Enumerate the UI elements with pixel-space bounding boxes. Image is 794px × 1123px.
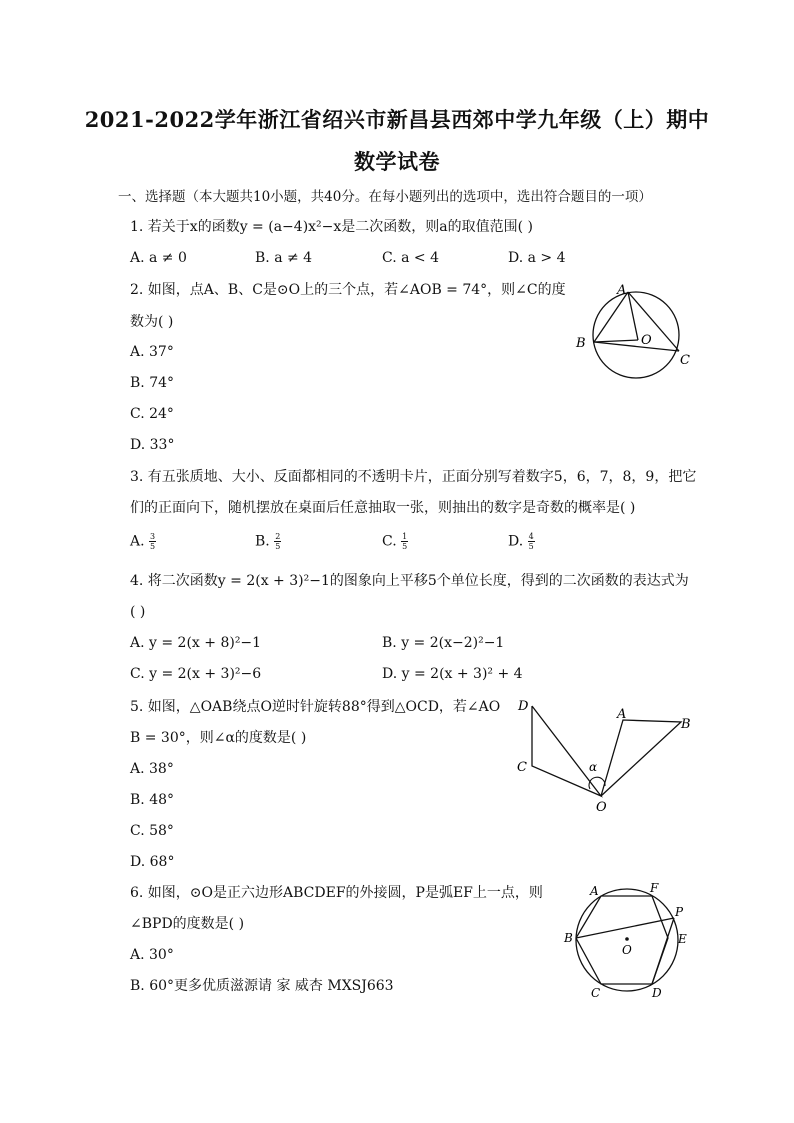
q2-option-d: D. 33° [130,437,175,453]
q4-option-c: C. y = 2(x + 3)²−6 [130,666,262,682]
section-heading: 一、选择题（本大题共10小题，共40分。在每小题列出的选项中，选出符合题目的一项） [118,189,652,205]
q5-option-c: C. 58° [130,823,174,839]
q5-label-o: O [596,800,607,814]
q5-option-d: D. 68° [130,854,175,870]
q2-circle-figure [570,280,710,390]
q3-option-c-numerator: 1 [402,532,408,541]
q6-center-dot [625,937,629,941]
exam-title-line1: 2021-2022学年浙江省绍兴市新昌县西郊中学九年级（上）期中 [84,107,710,132]
q6-segment-bp [576,918,674,938]
q1-option-c: C. a < 4 [382,250,439,266]
q4-option-a: A. y = 2(x + 8)²−1 [130,635,262,651]
q3-option-a-numerator: 3 [150,532,156,541]
q6-label-b: B [564,931,573,945]
q6-option-a: A. 30° [130,947,174,963]
q4-stem-line2: ( ) [130,604,146,620]
q6-stem-line1: 6. 如图，⊙O是正六边形ABCDEF的外接圆，P是弧EF上一点，则 [130,885,543,901]
q2-segment-bo [594,340,638,342]
q6-label-e: E [678,932,687,946]
q2-stem-line2: 数为( ) [130,314,174,330]
q1-option-d: D. a > 4 [508,250,566,266]
q3-option-a-letter: A. [130,533,145,550]
q2-segment-ac [628,292,679,351]
q6-label-c: C [591,986,601,1000]
q5-triangle-oab [601,720,681,796]
q5-triangle-ocd [532,706,601,796]
q2-label-o: O [641,333,652,348]
q6-option-b: B. 60°更多优质滋源请 家 威杏 MXSJ663 [130,978,394,994]
q2-segment-bc [594,342,679,351]
q3-option-b-fraction [274,532,281,551]
q3-option-d-fraction [528,532,535,551]
q6-label-f: F [650,881,659,895]
q4-stem-line1: 4. 将二次函数y = 2(x + 3)²−1的图象向上平移5个单位长度，得到的二次函数的表达式为 [130,573,689,589]
q3-option-b-numerator: 2 [275,532,281,541]
q5-label-a: A [617,707,627,722]
q5-label-b: B [681,717,691,732]
q6-label-p: P [675,905,684,919]
q2-circle [593,292,679,378]
q6-label-o: O [622,943,632,957]
q5-stem-line2: B = 30°，则∠α的度数是( ) [130,730,307,746]
q3-option-a-denominator: 5 [150,542,156,551]
q3-option-c-letter: C. [382,533,397,550]
q2-option-c: C. 24° [130,406,174,422]
q3-option-d-denominator: 5 [528,542,534,551]
q4-option-d: D. y = 2(x + 3)² + 4 [382,666,523,682]
q6-segment-pd [652,918,674,984]
q2-option-a: A. 37° [130,344,174,360]
q3-option-d-letter: D. [508,533,524,550]
q5-stem-line1: 5. 如图，△OAB绕点O逆时针旋转88°得到△OCD，若∠AO [130,699,501,715]
q6-stem-line2: ∠BPD的度数是( ) [130,916,245,932]
q3-option-c-denominator: 5 [402,542,408,551]
q2-label-c: C [680,353,690,368]
q6-label-d: D [652,986,662,1000]
q3-option-b-denominator: 5 [275,542,281,551]
q3-option-a-fraction [149,532,156,551]
q1-stem: 1. 若关于x的函数y = (a−4)x²−x是二次函数，则a的取值范围( ) [130,219,534,235]
q3-stem-line2: 们的正面向下，随机摆放在桌面后任意抽取一张，则抽出的数字是奇数的概率是( ) [130,500,636,516]
q5-option-b: B. 48° [130,792,175,808]
exam-title-line2: 数学试卷 [354,149,440,174]
q2-label-a: A [617,283,627,298]
q4-option-b: B. y = 2(x−2)²−1 [382,635,505,651]
q3-stem-line1: 3. 有五张质地、大小、反面都相同的不透明卡片，正面分别写着数字5，6，7，8，9，把它 [130,469,697,485]
q6-label-a: A [590,884,599,898]
q2-label-b: B [576,336,586,351]
q3-option-d [508,532,535,551]
q3-option-b [255,532,281,551]
q6-hexagon-figure [560,878,700,1003]
q2-segment-ao [628,292,638,340]
q5-rotation-figure [510,694,710,814]
q5-label-c: C [517,760,527,775]
q3-option-c [382,532,408,551]
q1-option-a: A. a ≠ 0 [130,250,187,266]
q3-option-d-numerator: 4 [528,532,534,541]
q2-option-b: B. 74° [130,375,175,391]
q3-option-a [130,532,156,551]
q5-label-alpha: α [589,760,598,774]
q2-stem-line1: 2. 如图，点A、B、C是⊙O上的三个点，若∠AOB = 74°，则∠C的度 [130,282,566,298]
q5-option-a: A. 38° [130,761,174,777]
q3-option-c-fraction [401,532,408,551]
q1-option-b: B. a ≠ 4 [255,250,313,266]
q6-hexagon [576,896,668,984]
q5-label-d: D [518,699,529,714]
q3-option-b-letter: B. [255,533,270,550]
